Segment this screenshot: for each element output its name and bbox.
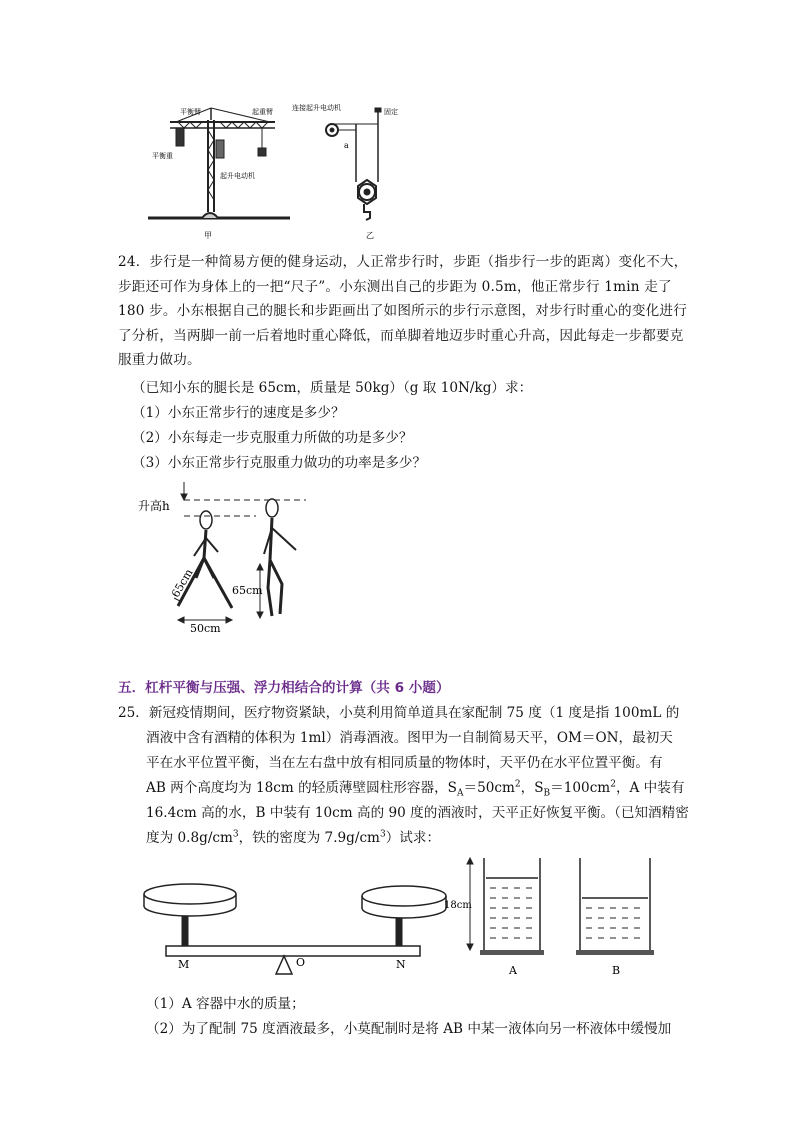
crane-pulley-figure xyxy=(140,100,400,250)
crane-label-counterweight: 平衡重 xyxy=(152,152,173,160)
question-25-line4-a: AB 两个高度均为 18cm 的轻质薄壁圆柱形容器，S xyxy=(146,780,457,796)
walk-label-leg: 65cm xyxy=(169,566,196,600)
question-25-line4-c: ，S xyxy=(520,780,544,796)
question-24-text: 24．步行是一种简易方便的健身运动，人正常步行时，步距（指步行一步的距离）变化不大，步距还可作为身体上的一把“尺子”。小东测出自己的步距为 0.5m，他正常步行 1min 走了 180 步。小东根据自己的腿长和步距画出了如图所示的步行示意图，对步行时重心的变化进行了分析，当两脚一前一后着地时重心降低，而单脚着地迈步时重心升高，因此每走一步都要克服重力做功。 xyxy=(118,254,688,368)
balance-label-n: N xyxy=(396,958,406,971)
question-25-line1: 25．新冠疫情期间，医疗物资紧缺，小莫利用简单道具在家配制 75 度（1 度是指 100mL 的 xyxy=(118,705,680,721)
section-5-title: 五．杠杆平衡与压强、浮力相结合的计算（共 6 小题） xyxy=(118,680,450,696)
question-25-sub1: （1）A 容器中水的质量； xyxy=(146,996,305,1012)
q25-sub-a: A xyxy=(456,788,464,799)
balance-label-m: M xyxy=(178,958,190,971)
container-a xyxy=(467,858,544,955)
pulley-label-a: a xyxy=(344,141,349,150)
question-25-line5: 16.4cm 高的水，B 中装有 10cm 高的 90 度的酒液时，天平正好恢复平衡。（已知酒精密 xyxy=(146,805,689,821)
balance-label-o: O xyxy=(296,956,306,969)
question-25-line6-b: ，铁的密度为 7.9g/cm xyxy=(238,830,380,846)
pulley-label-motor: 连接起升电动机 xyxy=(292,104,341,112)
question-25-line4-e: ，A 中装有 xyxy=(615,780,685,796)
question-24-sub2: （2）小东每走一步克服重力所做的功是多少？ xyxy=(132,430,413,446)
balance-containers-figure xyxy=(138,852,668,982)
container-label-b: B xyxy=(612,964,621,977)
pulley-label-fixed: 固定 xyxy=(384,108,398,116)
q25-sup-c: 3 xyxy=(232,829,239,840)
container-label-a: A xyxy=(509,964,517,977)
crane-caption: 甲 xyxy=(204,231,212,240)
question-25-line4-b: ＝50cm xyxy=(463,780,515,796)
question-24-sub3: （3）小东正常步行克服重力做功的功率是多少？ xyxy=(132,455,427,471)
q25-sup-d: 3 xyxy=(379,829,386,840)
walk-label-rise: 升高h xyxy=(138,499,170,513)
container-label-height: 18cm xyxy=(444,900,472,911)
crane-label-lift-motor: 起升电动机 xyxy=(220,172,255,180)
q25-sup-a: 2 xyxy=(514,779,521,790)
question-25-line6 xyxy=(146,826,440,846)
question-25-line4-d: ＝100cm xyxy=(550,780,611,796)
question-25-line6-a: 度为 0.8g/cm xyxy=(146,830,233,846)
question-25-line3: 平在水平位置平衡，当在左右盘中放有相同质量的物体时，天平仍在水平位置平衡。有 xyxy=(146,755,663,771)
crane-diagram xyxy=(148,108,290,218)
container-b xyxy=(576,858,654,955)
question-25-sub2: （2）为了配制 75 度酒液最多，小莫配制时是将 AB 中某一液体向另一杯液体中缓慢加 xyxy=(146,1021,672,1037)
question-25-line4 xyxy=(146,776,684,799)
pulley-caption: 乙 xyxy=(366,231,374,240)
question-25-line6-c: ）试求： xyxy=(385,830,441,846)
question-25-line2: 酒液中含有酒精的体积为 1ml）消毒酒液。图甲为一自制简易天平，OM＝ON，最初天 xyxy=(146,730,673,746)
pulley-diagram xyxy=(326,108,381,220)
q25-sub-b: B xyxy=(543,788,551,799)
crane-label-balance-arm: 平衡臂 xyxy=(180,108,201,116)
walk-label-height: 65cm xyxy=(232,584,263,597)
question-24-given: （已知小东的腿长是 65cm，质量是 50kg）（g 取 10N/kg）求： xyxy=(132,380,533,396)
walk-label-step: 50cm xyxy=(190,622,221,635)
question-24-sub1: （1）小东正常步行的速度是多少？ xyxy=(132,405,345,421)
q25-sup-b: 2 xyxy=(610,779,616,790)
crane-label-lift-arm: 起重臂 xyxy=(252,108,273,116)
walking-figure xyxy=(136,478,336,638)
